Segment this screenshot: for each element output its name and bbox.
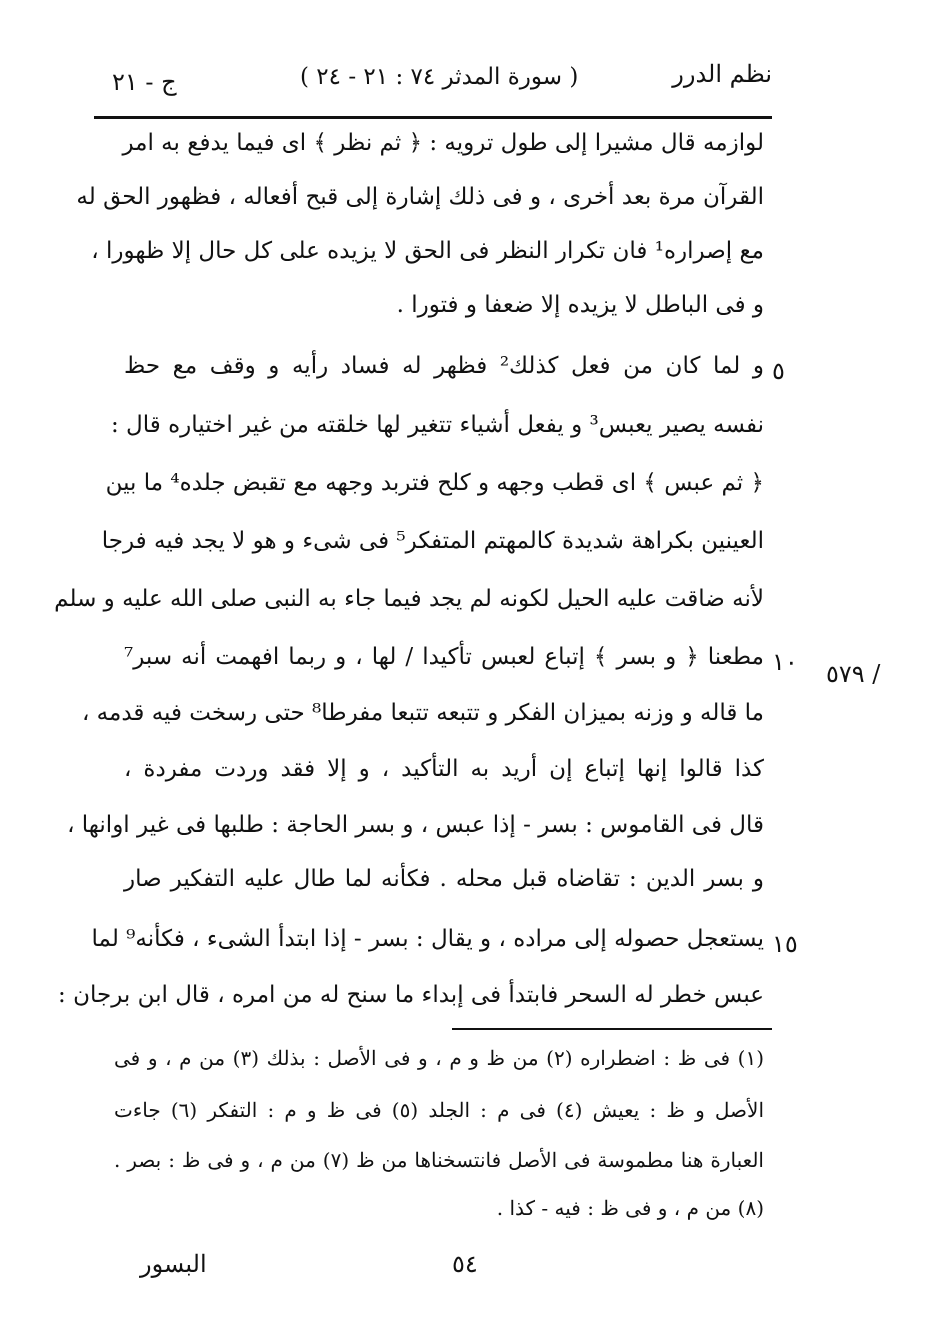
- footnote-line: (٨) من م ، و فى ظ : فيه - كذا .: [496, 1196, 764, 1220]
- line-number: ١٠: [772, 648, 798, 676]
- body-line: و فى الباطل لا يزيده إلا ضعفا و فتورا .: [396, 292, 764, 318]
- body-line: مطعنا ﴿ و بسر ﴾ إتباع لعبس تأكيدا / لها ، و ربما افهمت أنه سبر⁷: [124, 644, 764, 670]
- body-line: القرآن مرة بعد أخرى ، و فى ذلك إشارة إلى قبح أفعاله ، فظهور الحق له: [76, 184, 764, 210]
- body-line: ما قاله و وزنه بميزان الفكر و تتبعه تتبعا مفرطا⁸ حتى رسخت فيه قدمه ،: [81, 700, 764, 726]
- footnote-line: (١) فى ظ : اضطراره (٢) من ظ و م ، و فى الأصل : بذلك (٣) من م ، و فى: [114, 1046, 765, 1070]
- body-line: لوازمه قال مشيرا إلى طول ترويه : ﴿ ثم نظر ﴾ اى فيما يدفع به امر: [122, 130, 764, 156]
- line-number: ٥: [772, 357, 785, 385]
- body-line: و لما كان من فعل كذلك² فظهر له فساد رأيه و وقف مع حظ: [124, 353, 764, 379]
- footnote-line: الأصل و ظ : يعيش (٤) فى م : الجلد (٥) فى ظ و م : التفكر (٦) جاءت: [114, 1098, 764, 1122]
- body-line: قال فى القاموس : بسر - إذا عبس ، و بسر الحاجة : طلبها فى غير اوانها ،: [67, 812, 764, 838]
- signature-mark: البسور: [140, 1250, 207, 1278]
- header-rule: [94, 116, 772, 119]
- body-line: مع إصراره¹ فان تكرار النظر فى الحق لا يزيده على كل حال إلا ظهورا ،: [91, 238, 764, 264]
- footnote-rule: [452, 1028, 772, 1030]
- body-line: كذا قالوا إنها إتباع إن أريد به التأكيد ، و إلا فقد وردت مفردة ،: [124, 756, 764, 782]
- body-line: لأنه ضاقت عليه الحيل لكونه لم يجد فيما جاء به النبى صلى الله عليه و سلم: [54, 586, 764, 612]
- body-line: ﴿ ثم عبس ﴾ اى قطب وجهه و كلح فتربد وجهه مع تقبض جلده⁴ ما بين: [105, 470, 764, 496]
- body-line: عبس خطر له السحر فابتدأ فى إبداء ما سنح له من امره ، قال ابن برجان :: [58, 982, 764, 1008]
- body-line: نفسه يصير يعبس³ و يفعل أشياء تتغير لها خلقته من غير اختياره قال :: [110, 412, 764, 438]
- body-line: و بسر الدين : تقاضاه قبل محله . فكأنه لما طال عليه التفكير صار: [124, 866, 764, 892]
- surah-reference: ( سورة المدثر ٧٤ : ٢١ - ٢٤ ): [300, 64, 579, 90]
- margin-page-reference: / ٥٧٩: [826, 660, 881, 688]
- body-line: العينين بكراهة شديدة كالمهتم المتفكر⁵ فى شىء و هو لا يجد فيه فرجا: [101, 528, 764, 554]
- body-line: يستعجل حصوله إلى مراده ، و يقال : بسر - إذا ابتدأ الشىء ، فكأنه⁹ لما: [91, 926, 764, 952]
- line-number: ١٥: [772, 930, 798, 958]
- volume-label: ج - ٢١: [112, 68, 177, 96]
- page-number: ٥٤: [452, 1250, 478, 1278]
- footnote-line: العبارة هنا مطموسة فى الأصل فانتسخناها من ظ (٧) من م ، و فى ظ : بصر .: [114, 1148, 764, 1172]
- running-title: نظم الدرر: [672, 60, 772, 88]
